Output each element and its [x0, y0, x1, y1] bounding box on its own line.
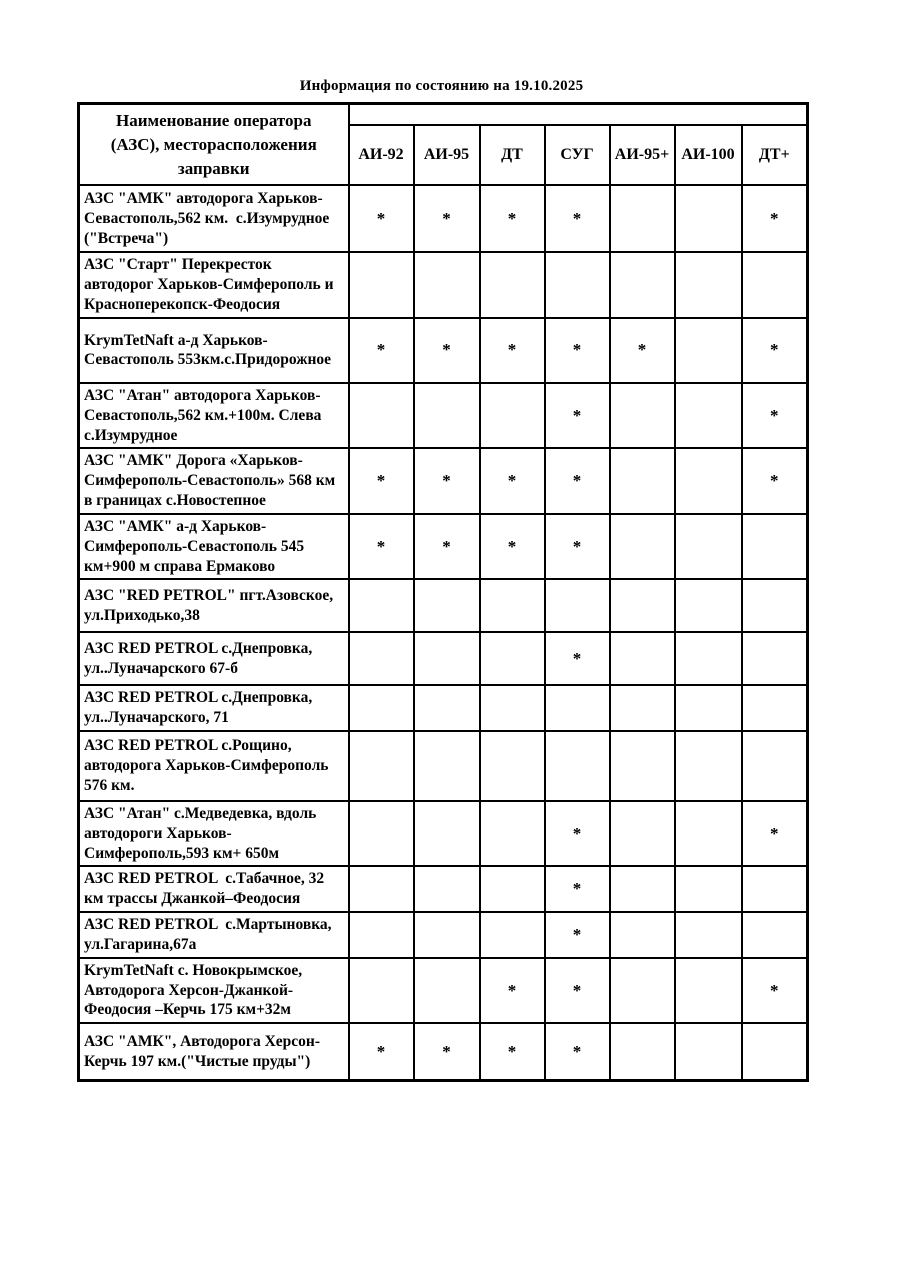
availability-mark: *: [480, 514, 545, 579]
station-name: АЗС "АМК" автодорога Харьков-Севастополь,562 км. с.Изумрудное ("Встреча"): [79, 185, 349, 252]
availability-empty-cell: [675, 866, 742, 912]
availability-empty-cell: [610, 579, 675, 632]
availability-mark: *: [480, 958, 545, 1023]
availability-empty-cell: [414, 731, 480, 801]
column-header-dtp: ДТ+: [742, 125, 808, 185]
table-row: [79, 579, 808, 632]
availability-mark: *: [349, 514, 414, 579]
station-name: АЗС RED PETROL с.Днепровка, ул..Луначарского, 71: [79, 685, 349, 731]
availability-empty-cell: [349, 801, 414, 866]
availability-empty-cell: [675, 801, 742, 866]
station-name: KrymTetNaft с. Новокрымское, Автодорога Херсон-Джанкой-Феодосия –Керчь 175 км+32м: [79, 958, 349, 1023]
table-row: [79, 514, 808, 579]
availability-empty-cell: [610, 912, 675, 958]
availability-empty-cell: [545, 252, 610, 317]
availability-mark: *: [414, 318, 480, 383]
table-row: [79, 632, 808, 685]
table-row: [79, 912, 808, 958]
table-row: [79, 383, 808, 448]
station-name: АЗС "Атан" автодорога Харьков-Севастополь,562 км.+100м. Слева с.Изумрудное: [79, 383, 349, 448]
availability-mark: *: [480, 1023, 545, 1080]
availability-empty-cell: [349, 685, 414, 731]
table-row: [79, 185, 808, 252]
availability-empty-cell: [480, 383, 545, 448]
availability-empty-cell: [742, 685, 808, 731]
station-name: АЗС RED PETROL с.Табачное, 32 км трассы Джанкой–Феодосия: [79, 866, 349, 912]
availability-empty-cell: [414, 579, 480, 632]
availability-empty-cell: [480, 579, 545, 632]
availability-empty-cell: [742, 866, 808, 912]
availability-empty-cell: [675, 632, 742, 685]
availability-empty-cell: [610, 448, 675, 513]
availability-empty-cell: [349, 958, 414, 1023]
availability-empty-cell: [349, 731, 414, 801]
availability-mark: *: [742, 383, 808, 448]
availability-mark: *: [349, 448, 414, 513]
availability-empty-cell: [480, 801, 545, 866]
availability-empty-cell: [610, 731, 675, 801]
header-spacer-row: [79, 104, 808, 126]
availability-mark: *: [349, 318, 414, 383]
availability-empty-cell: [742, 1023, 808, 1080]
availability-mark: *: [480, 448, 545, 513]
availability-empty-cell: [610, 801, 675, 866]
table-row: [79, 1023, 808, 1080]
availability-empty-cell: [349, 866, 414, 912]
availability-empty-cell: [675, 448, 742, 513]
availability-empty-cell: [742, 514, 808, 579]
table-row: [79, 866, 808, 912]
page-title: Информация по состоянию на 19.10.2025: [299, 78, 584, 94]
availability-empty-cell: [414, 383, 480, 448]
availability-empty-cell: [480, 731, 545, 801]
availability-empty-cell: [675, 185, 742, 252]
table-row: [79, 958, 808, 1023]
document-content: [77, 0, 806, 1082]
availability-empty-cell: [610, 1023, 675, 1080]
station-name: АЗС "АМК", Автодорога Херсон-Керчь 197 км.("Чистые пруды"): [79, 1023, 349, 1080]
availability-empty-cell: [414, 685, 480, 731]
availability-empty-cell: [610, 685, 675, 731]
column-header-sug: СУГ: [545, 125, 610, 185]
availability-empty-cell: [742, 731, 808, 801]
availability-empty-cell: [349, 383, 414, 448]
availability-empty-cell: [414, 252, 480, 317]
availability-empty-cell: [610, 866, 675, 912]
availability-empty-cell: [675, 958, 742, 1023]
table-header: [79, 104, 808, 186]
availability-mark: *: [414, 1023, 480, 1080]
availability-mark: *: [742, 185, 808, 252]
availability-empty-cell: [610, 185, 675, 252]
availability-empty-cell: [742, 632, 808, 685]
availability-mark: *: [742, 801, 808, 866]
availability-empty-cell: [349, 912, 414, 958]
station-name: АЗС "Атан" с.Медведевка, вдоль автодороги Харьков-Симферополь,593 км+ 650м: [79, 801, 349, 866]
availability-mark: *: [414, 185, 480, 252]
table-row: [79, 318, 808, 383]
availability-mark: *: [610, 318, 675, 383]
station-name: АЗС RED PETROL с.Рощино, автодорога Харьков-Симферополь 576 км.: [79, 731, 349, 801]
availability-mark: *: [545, 632, 610, 685]
availability-mark: *: [545, 958, 610, 1023]
availability-mark: *: [480, 318, 545, 383]
availability-mark: *: [349, 185, 414, 252]
availability-mark: *: [545, 866, 610, 912]
column-header-ai-100: АИ-100: [675, 125, 742, 185]
table-row: [79, 731, 808, 801]
availability-empty-cell: [545, 579, 610, 632]
column-header-dt: ДТ: [480, 125, 545, 185]
availability-empty-cell: [675, 1023, 742, 1080]
availability-empty-cell: [545, 731, 610, 801]
availability-empty-cell: [675, 731, 742, 801]
station-name: АЗС "АМК" Дорога «Харьков-Симферополь-Севастополь» 568 км в границах с.Новостепное: [79, 448, 349, 513]
availability-empty-cell: [480, 632, 545, 685]
header-spacer-cell: [349, 104, 808, 126]
station-table-body: [79, 185, 808, 1080]
availability-mark: *: [545, 185, 610, 252]
table-row: [79, 801, 808, 866]
availability-empty-cell: [414, 632, 480, 685]
availability-empty-cell: [675, 514, 742, 579]
availability-mark: *: [545, 448, 610, 513]
availability-mark: *: [545, 383, 610, 448]
table-row: [79, 448, 808, 513]
availability-mark: *: [480, 185, 545, 252]
availability-empty-cell: [349, 632, 414, 685]
availability-mark: *: [545, 318, 610, 383]
availability-empty-cell: [610, 632, 675, 685]
availability-empty-cell: [742, 912, 808, 958]
availability-empty-cell: [675, 685, 742, 731]
station-name: KrymTetNaft а-д Харьков-Севастополь 553км.с.Придорожное: [79, 318, 349, 383]
availability-empty-cell: [414, 801, 480, 866]
station-name: АЗС "АМК" а-д Харьков-Симферополь-Севастополь 545 км+900 м справа Ермаково: [79, 514, 349, 579]
availability-mark: *: [545, 514, 610, 579]
availability-empty-cell: [349, 252, 414, 317]
availability-empty-cell: [349, 579, 414, 632]
availability-empty-cell: [480, 685, 545, 731]
availability-empty-cell: [414, 912, 480, 958]
column-header-ai-95p: АИ-95+: [610, 125, 675, 185]
availability-mark: *: [742, 318, 808, 383]
column-header-ai-92: АИ-92: [349, 125, 414, 185]
availability-empty-cell: [414, 958, 480, 1023]
table-row: [79, 685, 808, 731]
availability-empty-cell: [675, 579, 742, 632]
availability-mark: *: [545, 801, 610, 866]
availability-empty-cell: [414, 866, 480, 912]
availability-empty-cell: [675, 912, 742, 958]
station-name: АЗС RED PETROL с.Мартыновка, ул.Гагарина,67а: [79, 912, 349, 958]
availability-empty-cell: [480, 912, 545, 958]
availability-empty-cell: [675, 252, 742, 317]
availability-empty-cell: [742, 579, 808, 632]
station-name: АЗС RED PETROL с.Днепровка, ул..Луначарского 67-б: [79, 632, 349, 685]
station-name: АЗС "RED PETROL" пгт.Азовское, ул.Приходько,38: [79, 579, 349, 632]
availability-mark: *: [545, 1023, 610, 1080]
availability-mark: *: [742, 958, 808, 1023]
availability-empty-cell: [610, 383, 675, 448]
availability-empty-cell: [610, 958, 675, 1023]
table-row: [79, 252, 808, 317]
availability-mark: *: [414, 514, 480, 579]
availability-empty-cell: [610, 514, 675, 579]
availability-empty-cell: [742, 252, 808, 317]
fuel-availability-table: [77, 102, 809, 1082]
column-header-station-name: Наименование оператора (АЗС), месторасположения заправки: [79, 104, 349, 186]
availability-mark: *: [414, 448, 480, 513]
availability-empty-cell: [675, 383, 742, 448]
availability-empty-cell: [675, 318, 742, 383]
availability-empty-cell: [480, 866, 545, 912]
station-name: АЗС "Старт" Перекресток автодорог Харьков-Симферополь и Красноперекопск-Феодосия: [79, 252, 349, 317]
availability-mark: *: [742, 448, 808, 513]
availability-mark: *: [545, 912, 610, 958]
availability-mark: *: [349, 1023, 414, 1080]
availability-empty-cell: [610, 252, 675, 317]
column-header-ai-95: АИ-95: [414, 125, 480, 185]
availability-empty-cell: [545, 685, 610, 731]
availability-empty-cell: [480, 252, 545, 317]
